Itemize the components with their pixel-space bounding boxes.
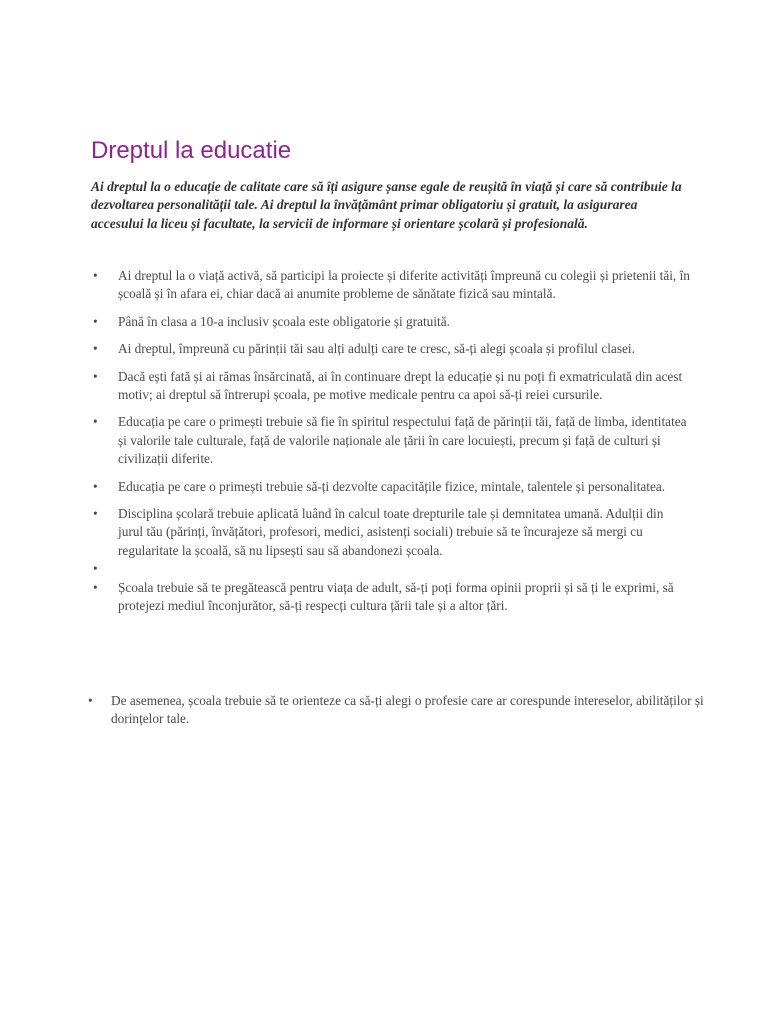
list-item: [91, 413, 691, 468]
bullet-icon: •: [93, 506, 98, 522]
list-item: [91, 505, 691, 560]
rights-list: [91, 267, 691, 624]
bullet-icon: •: [93, 368, 98, 384]
intro-paragraph: Ai dreptul la o educație de calitate care să îți asigure șanse egale de reușită în viață și care să contribuie la dezvoltarea personalității tale. Ai dreptul la învățământ primar obligatoriu și gratuit, la asigurarea accesului la liceu și facultate, la servicii de informare și orientare școlară și profesională.: [91, 179, 682, 231]
final-list-item: [88, 692, 711, 729]
bullet-icon: •: [93, 341, 98, 357]
list-item: [91, 340, 691, 358]
page-title: Dreptul la educatie: [91, 137, 292, 164]
list-item: [91, 579, 691, 616]
list-item-text: Până în clasa a 10-a inclusiv școala este obligatorie și gratuită.: [118, 313, 450, 329]
list-item-text: Ai dreptul, împreună cu părinții tăi sau alți adulți care te cresc, să-ți alegi școala și profilul clasei.: [118, 341, 635, 357]
bullet-icon: •: [93, 478, 98, 494]
final-list-item-text: De asemenea, școala trebuie să te orienteze ca să-ți alegi o profesie care ar corespunde intereselor, abilităților și dorințelor tale.: [111, 693, 704, 727]
list-item-text: Școala trebuie să te pregătească pentru viața de adult, să-ți poți forma opinii proprii și să ți le exprimi, să protejezi mediul înconjurător, să-ți respecți cultura țării tale și a altor țări.: [118, 579, 674, 614]
list-item: [91, 313, 691, 331]
bullet-icon: •: [93, 268, 98, 283]
bullet-icon: •: [93, 561, 98, 577]
list-item-text: Ai dreptul la o viață activă, să participi la proiecte și diferite activități împreună cu colegii și prietenii tăi, în școală și în afara ei, chiar dacă ai anumite probleme de sănătate fizică sau mintală.: [118, 268, 690, 302]
list-item: [91, 267, 691, 304]
list-item-text: Educația pe care o primești trebuie să-ți dezvolte capacitățile fizice, mintale, talentele și personalitatea.: [118, 478, 666, 494]
list-item: [91, 478, 691, 496]
bullet-icon: •: [88, 693, 93, 708]
list-item: [91, 368, 691, 405]
list-item-empty: [91, 560, 691, 578]
bullet-icon: •: [93, 579, 98, 595]
list-item-text: Disciplina școlară trebuie aplicată luând în calcul toate drepturile tale și demnitatea umană. Adulții din jurul tău (părinți, învățători, profesori, medici, asistenți sociali) trebuie să te încurajeze să mergi cu regularitate la școală, să nu lipsești sau să abandonezi școala.: [118, 506, 664, 558]
bullet-icon: •: [93, 313, 98, 329]
list-item-text: Dacă ești fată și ai rămas însărcinată, ai în continuare drept la educație și nu poți fi exmatriculată din acest motiv; ai dreptul să întrerupi școala, pe motive medicale pentru ca apoi să-ți reiei cursurile.: [118, 368, 683, 403]
bullet-icon: •: [93, 414, 98, 430]
list-item-text: Educația pe care o primești trebuie să fie în spiritul respectului față de părinții tăi, față de limba, identitatea și valorile tale culturale, față de valorile naționale ale țării în care locuiești, precum și față de culturi și civilizații diferite.: [118, 414, 687, 467]
